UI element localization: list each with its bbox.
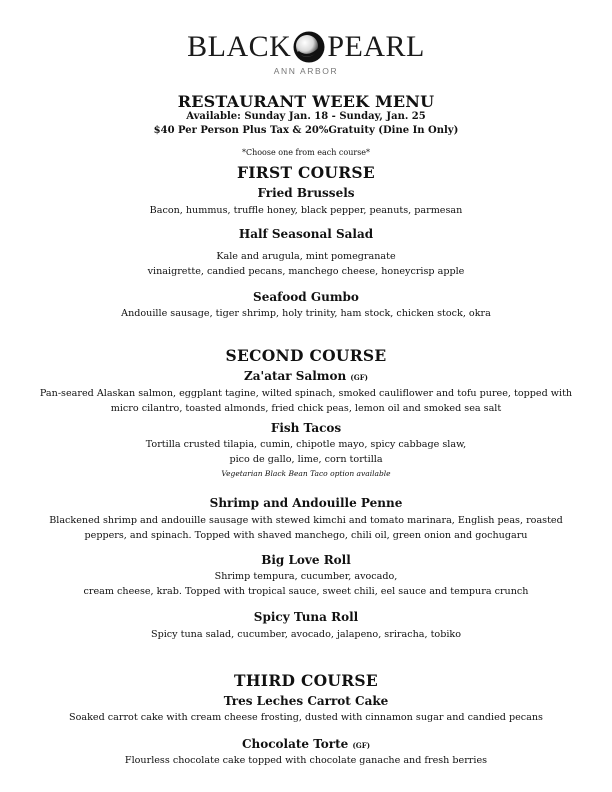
pearl-icon (292, 30, 326, 64)
dish-name: Tres Leches Carrot Cake (223, 694, 389, 708)
dish-description: Kale and arugula, mint pomegranate (216, 251, 396, 262)
menu-title: RESTAURANT WEEK MENU (177, 92, 435, 111)
logo-location: ANN ARBOR (273, 66, 339, 76)
gluten-free-tag: (GF) (352, 741, 371, 750)
logo-word-black: BLACK (187, 30, 292, 63)
dish-description: cream cheese, krab. Topped with tropical sauce, sweet chili, eel sauce and tempura crunch (83, 586, 529, 597)
second-course-heading: SECOND COURSE (225, 346, 387, 365)
dish-description: Tortilla crusted tilapia, cumin, chipotle mayo, spicy cabbage slaw, (145, 439, 467, 450)
dish-description: Shrimp tempura, cucumber, avocado, (214, 571, 398, 582)
dish-description: Flourless chocolate cake topped with chocolate ganache and fresh berries (124, 755, 488, 766)
logo-word-pearl: PEARL (327, 30, 425, 63)
dish-name: Fish Tacos (270, 421, 342, 435)
dish-name: Fried Brussels (257, 186, 355, 200)
dish-description: Pan-seared Alaskan salmon, eggplant tagine, wilted spinach, smoked cauliflower and tofu puree, topped with micro cilantro, toasted almonds, fried chick peas, lemon oil and smoked sea salt (39, 388, 573, 414)
price-info: $40 Per Person Plus Tax & 20%Gratuity (Dine In Only) (153, 125, 459, 136)
first-course-heading: FIRST COURSE (236, 163, 376, 182)
dish-description: Andouille sausage, tiger shrimp, holy trinity, ham stock, chicken stock, okra (121, 308, 491, 319)
dish-description: pico de gallo, lime, corn tortilla (229, 454, 383, 465)
dish-description: Bacon, hummus, truffle honey, black pepper, peanuts, parmesan (149, 205, 463, 216)
logo-wordmark (187, 30, 425, 64)
availability-dates: Available: Sunday Jan. 18 - Sunday, Jan. 25 (186, 111, 426, 122)
dish-name: Seafood Gumbo (253, 290, 359, 304)
dish-note: Vegetarian Black Bean Taco option available (221, 469, 391, 478)
black-pearl-logo (0, 30, 612, 76)
gluten-free-tag: (GF) (350, 373, 368, 382)
dish-description: Spicy tuna salad, cucumber, avocado, jalapeno, sriracha, tobiko (151, 629, 461, 640)
dish-description: Soaked carrot cake with cream cheese frosting, dusted with cinnamon sugar and candied pecans (69, 712, 543, 723)
dish-name: Shrimp and Andouille Penne (209, 496, 403, 510)
dish-description: vinaigrette, candied pecans, manchego cheese, honeycrisp apple (147, 266, 465, 277)
dish-name: Big Love Roll (261, 553, 351, 567)
dish-name: Za'atar Salmon (244, 369, 347, 383)
dish-description: Blackened shrimp and andouille sausage with stewed kimchi and tomato marinara, English peas, roasted peppers, and spinach. Topped with shaved manchego, chili oil, green onion and gochugaru (49, 515, 563, 541)
choose-note: *Choose one from each course* (241, 148, 371, 157)
dish-name: Half Seasonal Salad (238, 227, 374, 241)
third-course-heading: THIRD COURSE (234, 671, 378, 690)
dish-name-line (0, 737, 612, 751)
dish-name: Spicy Tuna Roll (253, 610, 359, 624)
dish-name-line (0, 369, 612, 383)
dish-name: Chocolate Torte (241, 737, 349, 751)
